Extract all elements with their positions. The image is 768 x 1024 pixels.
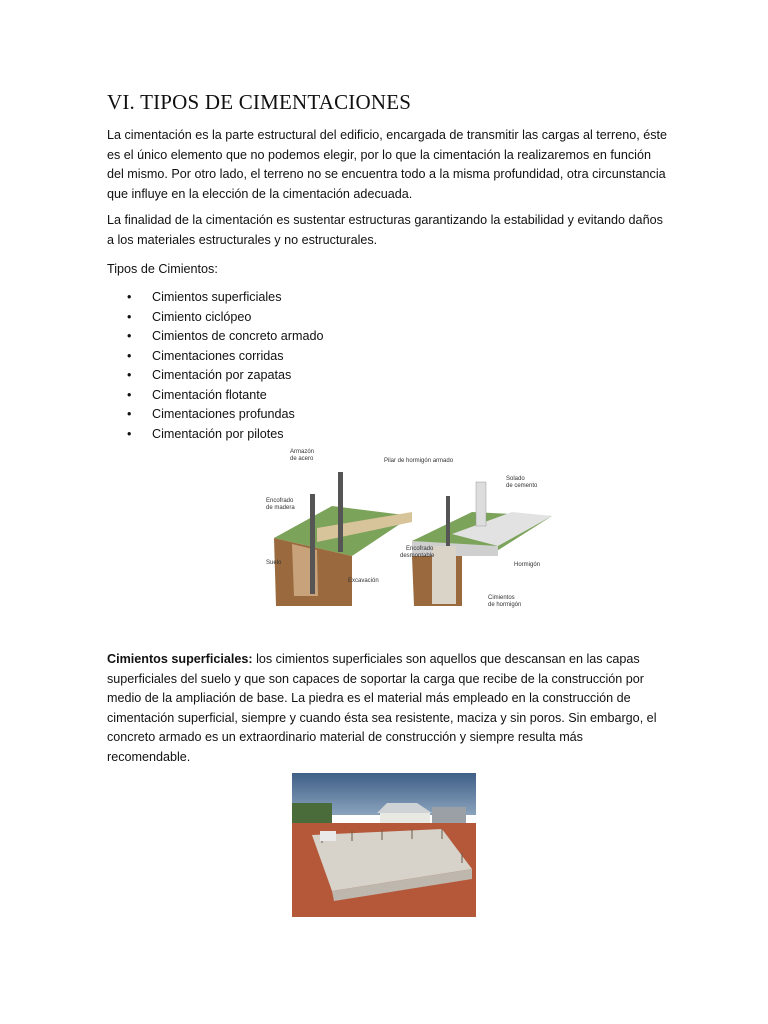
bullet-icon: •	[127, 290, 132, 304]
list-item: • Cimentaciones profundas	[107, 405, 324, 425]
bullet-icon: •	[127, 309, 132, 324]
types-list	[107, 288, 324, 444]
rebar-left-1	[310, 494, 315, 594]
bullet-icon: •	[127, 368, 132, 382]
rebar-right	[446, 496, 450, 546]
svg-text:de acero: de acero	[290, 456, 314, 462]
bullet-icon: •	[127, 387, 132, 402]
label-armazon: Armazón	[290, 449, 315, 455]
superficiales-text: los cimientos superficiales son aquellos que descansan en las capas superficiales del suelo y que son capaces de soportar la carga que recibe de la construcción por medio de la ampliación de base. La piedra es el material más empleado en la construcción de cimentación superficial, siempre y cuando ésta sea resistente, maciza y sin poros. Sin embargo, el concreto armado es un extraordinario material de construcción y siempre resulta más recomendable.	[107, 652, 657, 764]
construction-photo	[292, 773, 476, 917]
list-item: • Cimiento ciclópeo	[107, 308, 324, 328]
list-item: • Cimentaciones corridas	[107, 347, 324, 367]
svg-text:de madera: de madera	[266, 505, 295, 511]
list-item: • Cimentación por zapatas	[107, 366, 324, 386]
water-tank	[320, 831, 336, 841]
list-item: • Cimentación por pilotes	[107, 425, 324, 445]
svg-text:desmontable: desmontable	[400, 553, 435, 559]
intro-paragraph: La cimentación es la parte estructural del edificio, encargada de transmitir las cargas al terreno, éste es el único elemento que no podemos elegir, por lo que la cimentación la realizaremos en función del mismo. Por otro lado, el terreno no se encuentra todo a la misma profundidad, otra circunstancia que influye en la elección de la cimentación adecuada.	[107, 128, 668, 201]
label-hormigon: Hormigón	[514, 562, 541, 568]
superficiales-paragraph	[107, 650, 667, 767]
list-item: • Cimientos superficiales	[107, 288, 324, 308]
list-item: • Cimentación flotante	[107, 386, 324, 406]
list-item: • Cimientos de concreto armado	[107, 327, 324, 347]
label-encofrado-madera: Encofrado	[266, 498, 294, 504]
column-right	[476, 482, 486, 526]
svg-text:de hormigón: de hormigón	[488, 602, 522, 608]
bullet-icon: •	[127, 329, 132, 343]
rebar-left-2	[338, 472, 343, 552]
concrete-footing	[432, 546, 456, 604]
bullet-icon: •	[127, 426, 132, 441]
types-heading: Tipos de Cimientos:	[107, 262, 218, 276]
label-solado: Solado	[506, 476, 525, 482]
label-excavacion: Excavación	[348, 578, 379, 584]
superficiales-term: Cimientos superficiales:	[107, 652, 253, 666]
label-suelo: Suelo	[266, 560, 282, 566]
trees	[292, 803, 332, 823]
purpose-paragraph: La finalidad de la cimentación es sustentar estructuras garantizando la estabilidad y evitando daños a los materiales estructurales y no estructurales.	[107, 213, 663, 247]
label-pilar: Pilar de hormigón armado	[384, 458, 454, 464]
label-encofrado-desmontable: Encofrado	[406, 546, 434, 552]
foundation-illustration	[262, 446, 552, 614]
page-title: VI. TIPOS DE CIMENTACIONES	[107, 90, 412, 114]
bullet-icon: •	[127, 348, 132, 363]
bullet-icon: •	[127, 407, 132, 421]
label-cimientos-hormigon: Cimientos	[488, 595, 515, 601]
svg-text:de cemento: de cemento	[506, 483, 538, 489]
